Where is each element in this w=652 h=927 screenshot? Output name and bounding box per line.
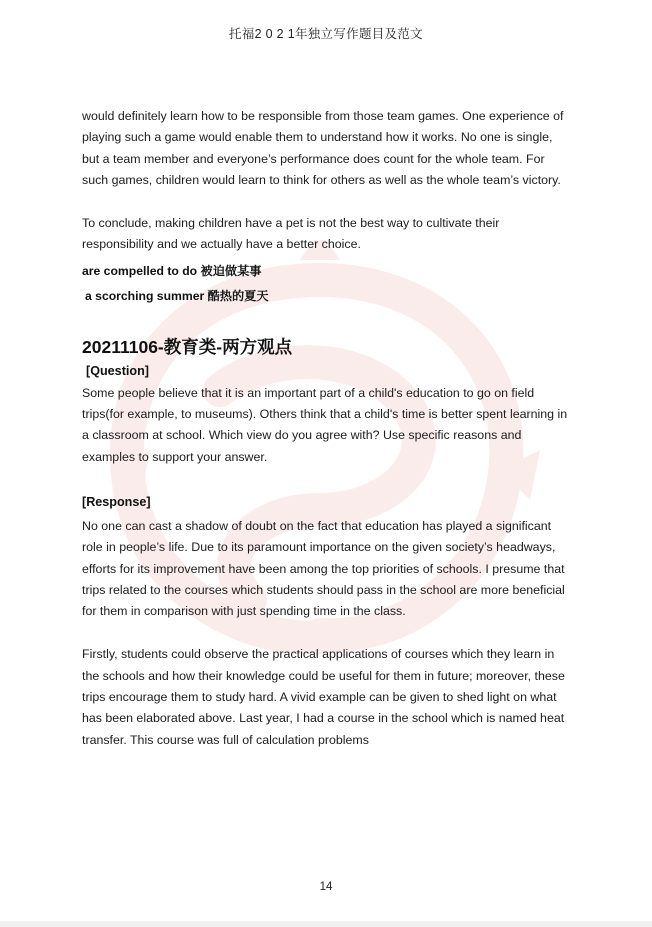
section-heading: 20211106-教育类-两方观点	[82, 336, 293, 357]
response-paragraph: No one can cast a shadow of doubt on the fact that education has played a significant role in people’s life. Due to its paramount importance on the given society’s headways, efforts for its improvement have been among the top priorities of schools. I presume that trips related to the courses which students should pass in the school are more beneficial for them in comparison with just spending time in the class.	[82, 518, 565, 619]
response-paragraph: Firstly, students could observe the practical applications of courses which they learn in the schools and how their knowledge could be useful for them in future; moreover, these trips encourage them to study hard. A vivid example can be given to shed light on what has been elaborated above. Last year, I had a course in the school which is named heat transfer. This course was full of calculation problems	[82, 647, 565, 747]
document-body	[82, 106, 572, 751]
vocab-item: a scorching summer 酷热的夏天	[85, 288, 269, 303]
question-text: Some people believe that it is an important part of a child's education to go on field trips(for example, to museums). Others think that a child's time is better spent learning in a classroom at school. Which view do you agree with? Use specific reasons and examples to support your answer.	[82, 385, 568, 464]
paragraph-conclusion: To conclude, making children have a pet is not the best way to cultivate their responsibility and we actually have a better choice.	[82, 216, 500, 252]
response-label: [Response]	[82, 494, 151, 509]
question-label: [Question]	[86, 363, 149, 378]
page-number: 14	[319, 881, 333, 893]
paragraph-team-games: would definitely learn how to be responsible from those team games. One experience of playing such a game would enable them to understand how it works. No one is single, but a team member and everyone’s performance does count for the whole team. For such games, children would learn to think for others as well as the whole team’s victory.	[82, 109, 564, 187]
page-bottom-edge	[0, 921, 652, 927]
vocab-item: are compelled to do 被迫做某事	[82, 263, 262, 278]
page-header-title: 托福2 0 2 1年独立写作题目及范文	[229, 27, 423, 41]
